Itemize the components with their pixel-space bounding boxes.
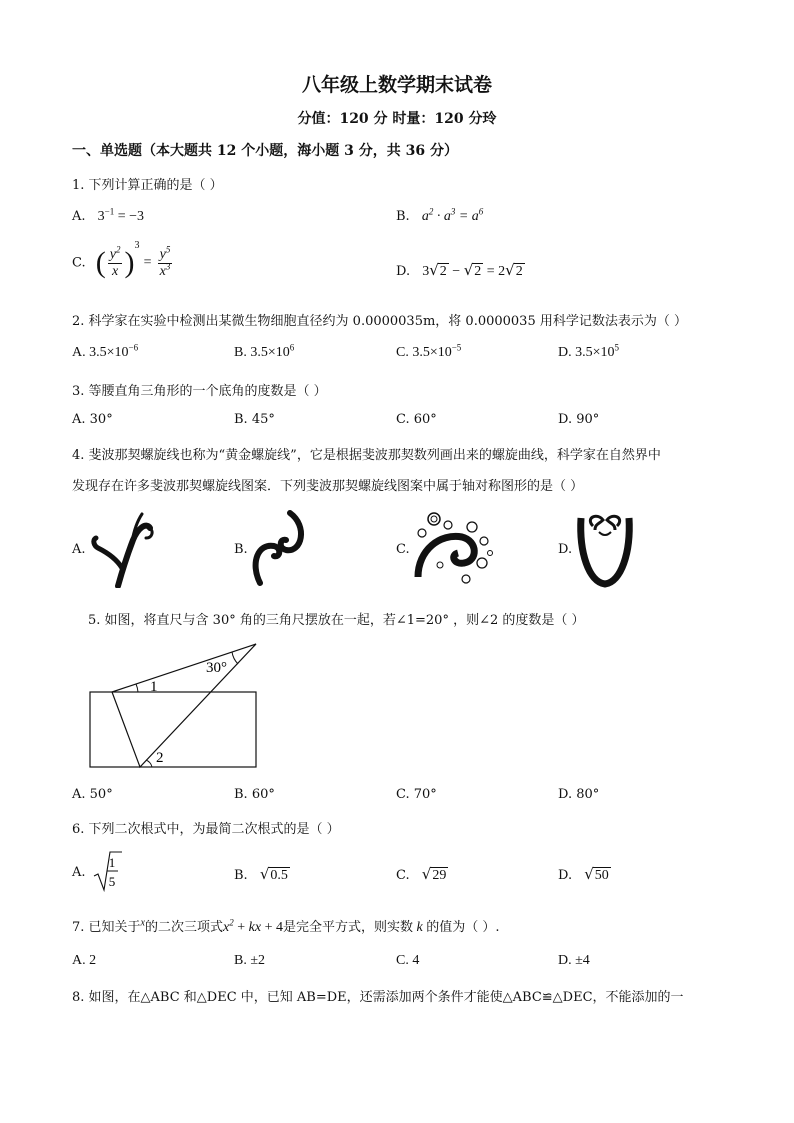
q1-option-c: C. ( $\frac{y^2}{x}$ )$^3$ = $\frac{y^5}{x^3}$ [72, 240, 171, 279]
ruler-rect [90, 692, 256, 767]
q5-option-c: C. 70° [396, 787, 437, 802]
q6-stem: 6. 下列二次根式中，为最简二次根式的是（ ） [72, 822, 340, 837]
q2-a-text: A. 3.5×10 [72, 345, 129, 360]
q1-c-label: C. [72, 255, 86, 271]
q2-c-exp: −5 [451, 342, 462, 353]
q7-stem-d: 的值为（ ）. [426, 920, 500, 935]
q1-d-label: D. [396, 264, 411, 279]
q1-option-a: A. $3^{-1} = -3$ [72, 206, 145, 224]
q6-b-value: 0.5 [270, 868, 288, 883]
spiral-figure-c [410, 505, 495, 590]
q8-stem: 8. 如图，在△ABC 和△DEC 中，已知 AB=DE，还需添加两个条件才能使△ABC≌△DEC，不能添加的一 [72, 990, 684, 1005]
fig-label-30: 30° [206, 660, 227, 676]
fig-label-1: 1 [150, 679, 158, 695]
page-subtitle: 分值：120 分 时量：120 分玲 [297, 111, 497, 127]
q3-option-b: B. 45° [234, 412, 275, 427]
fig-label-2: 2 [156, 750, 164, 766]
q7-option-d: D. ±4 [558, 953, 590, 968]
q6-c-value: 29 [432, 868, 447, 883]
q3-option-a: A. 30° [72, 412, 113, 427]
q2-option-c [396, 342, 462, 361]
q3-option-d: D. 90° [558, 412, 600, 427]
q1-option-d: D. 3√2 − √2 = 2√2 [396, 261, 523, 279]
q2-d-exp: 5 [614, 342, 620, 353]
page-title: 八年级上数学期末试卷 [301, 74, 492, 96]
q6-d-label: D. [558, 868, 573, 883]
q6-c-label: C. [396, 868, 410, 883]
svg-text:1: 1 [108, 855, 116, 870]
q2-b-exp: 6 [289, 342, 295, 353]
q7-option-b: B. ±2 [234, 953, 266, 968]
q2-option-d [558, 342, 620, 361]
set-square [112, 644, 256, 767]
q1-a-label: A. [72, 209, 86, 224]
q3-option-c: C. 60° [396, 412, 437, 427]
q2-option-a [72, 342, 139, 361]
ruler-triangle-figure [86, 640, 266, 772]
spiral-figure-a [88, 508, 158, 588]
q5-option-d: D. 80° [558, 787, 600, 802]
q7-stem-c: 是完全平方式，则实数 [282, 920, 413, 935]
q2-b-text: B. 3.5×10 [234, 345, 290, 360]
q4-stem-line2: 发现存在许多斐波那契螺旋线图案．下列斐波那契螺旋线图案中属于轴对称图形的是（ ） [72, 479, 584, 494]
spiral-figure-b [250, 508, 310, 588]
q2-a-exp: −6 [128, 342, 139, 353]
q7-stem-b: 的二次三项式 [145, 920, 224, 935]
q7-stem: 7. 已知关于$^x$的二次三项式$x^2$ + kx + 4是完全平方式，则实数 k 的值为（ ）. [72, 917, 500, 935]
q6-d-value: 50 [594, 868, 609, 883]
q5-stem: 5. 如图，将直尺与含 30° 角的三角尺摆放在一起，若∠1=20° ，则∠2 的度数是（ ） [88, 613, 585, 628]
q6-a-label: A. [72, 865, 86, 880]
q4-stem-line1: 4. 斐波那契螺旋线也称为“黄金螺旋线”，它是根据斐波那契数列画出来的螺旋曲线，科学家在自然界中 [72, 448, 661, 463]
q5-option-b: B. 60° [234, 787, 275, 802]
q7-stem-a: 7. 已知关于 [72, 920, 141, 935]
q2-option-b [234, 342, 295, 361]
q2-d-text: D. 3.5×10 [558, 345, 615, 360]
q4-a-label: A. [72, 542, 86, 557]
q4-b-label: B. [234, 542, 248, 557]
q7-option-c: C. 4 [396, 953, 420, 968]
q5-option-a: A. 50° [72, 787, 113, 802]
q6-option-c: C. √29 [396, 865, 447, 883]
q2-c-text: C. 3.5×10 [396, 345, 452, 360]
q6-option-b: B. √0.5 [234, 865, 288, 883]
q2-stem: 2. 科学家在实验中检测出某微生物细胞直径约为 0.0000035m，将 0.0000035 用科学记数法表示为（ ） [72, 314, 687, 329]
q1-b-label: B. [396, 209, 410, 224]
q4-c-label: C. [396, 542, 410, 557]
q6-option-a-radical [92, 850, 122, 892]
q6-b-label: B. [234, 868, 248, 883]
q1-stem: 1. 下列计算正确的是（ ） [72, 178, 223, 193]
q4-d-label: D. [558, 542, 573, 557]
q6-option-d: D. √50 [558, 865, 609, 883]
q1-option-b: B. $a^2 \cdot a^3 = a^6$ [396, 206, 484, 224]
q3-stem: 3. 等腰直角三角形的一个底角的度数是（ ） [72, 384, 327, 399]
q7-option-a: A. 2 [72, 953, 97, 968]
spiral-figure-d [575, 508, 635, 588]
svg-text:5: 5 [108, 874, 116, 889]
section-heading: 一、单选题（本大题共 12 个小题，海小题 3 分，共 36 分） [72, 143, 458, 159]
